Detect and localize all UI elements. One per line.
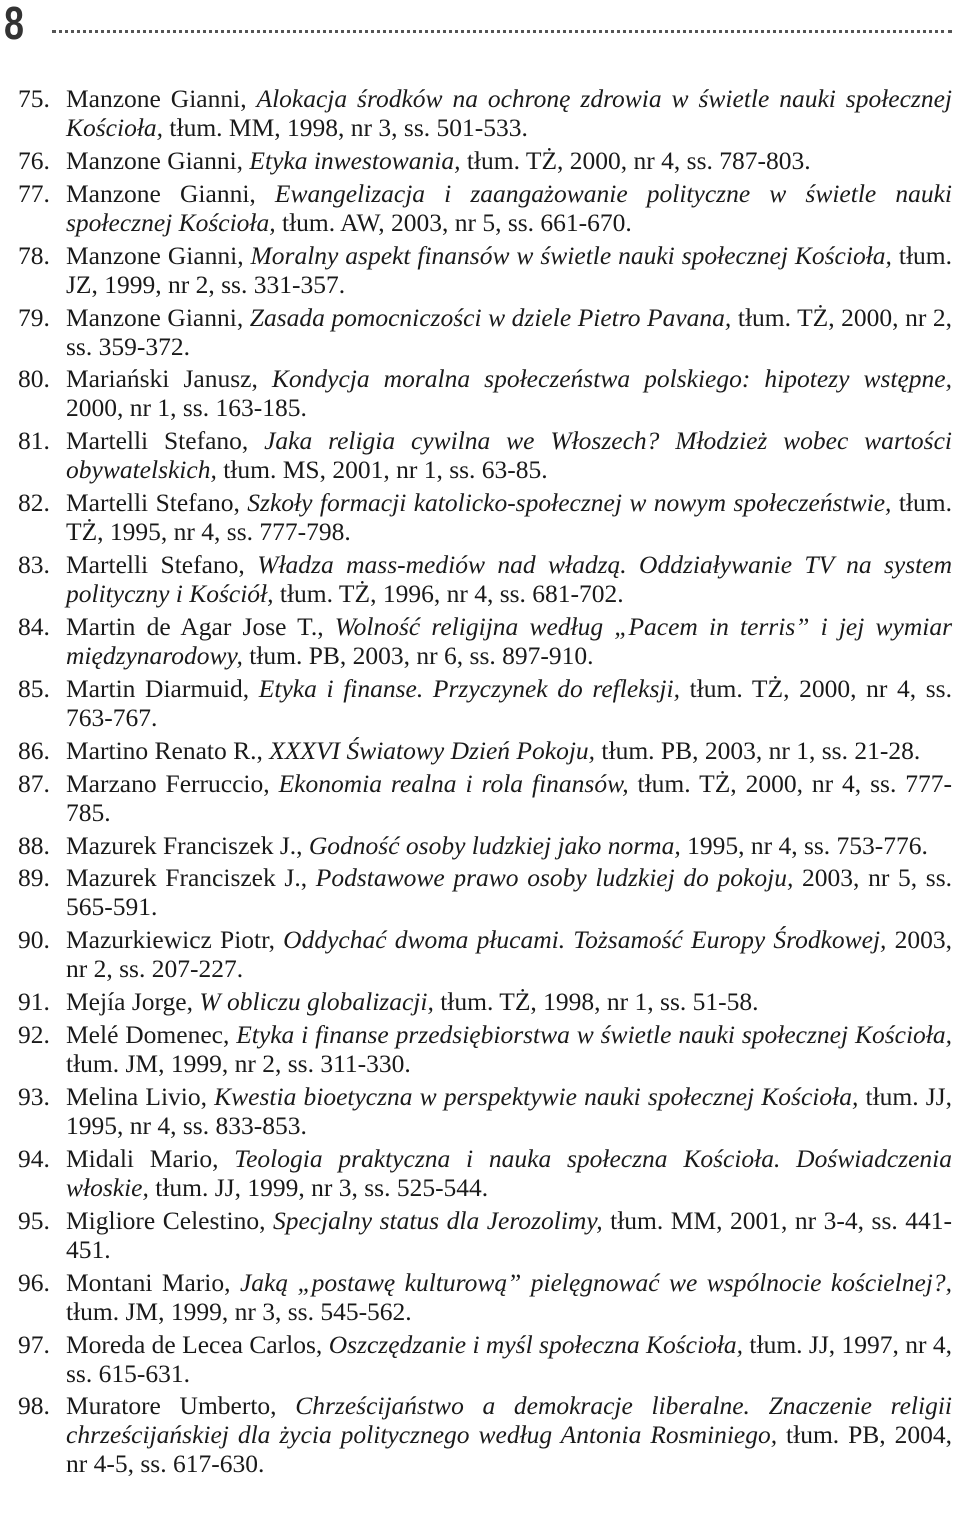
bibliography-entry: [0, 674, 960, 732]
entry-number: 94.: [18, 1143, 50, 1173]
entry-title: Etyka i finanse przedsiębiorstwa w świetle nauki społecznej Kościoła,: [236, 1020, 952, 1050]
bibliography-entry: [0, 1082, 960, 1140]
entry-details: tłum. JM, 1999, nr 3, ss. 545-562.: [66, 1296, 412, 1326]
entry-details: tłum. TŻ, 2000, nr 2, ss. 359-372.: [66, 302, 952, 361]
entry-author: Manzone Gianni,: [66, 84, 257, 113]
bibliography-entry: [0, 1144, 960, 1202]
entry-details: tłum. TŻ, 2000, nr 4, ss. 787-803.: [460, 145, 811, 175]
bibliography-entry: [0, 146, 960, 175]
entry-title: Godność osoby ludzkiej jako norma,: [308, 830, 681, 860]
entry-details: tłum. TŻ, 1998, nr 1, ss. 51-58.: [433, 987, 759, 1017]
entry-author: Mazurkiewicz Piotr,: [66, 925, 284, 955]
entry-details: tłum. JJ, 1995, nr 4, ss. 833-853.: [66, 1082, 952, 1141]
entry-number: 96.: [18, 1267, 50, 1297]
entry-author: Martelli Stefano,: [66, 488, 248, 518]
bibliography-entry: [0, 426, 960, 484]
dotted-leader: [52, 26, 952, 33]
page-number: 8: [4, 0, 24, 49]
bibliography-entry: [0, 987, 960, 1016]
entry-author: Manzone Gianni,: [66, 302, 250, 332]
entry-details: tłum. JZ, 1999, nr 2, ss. 331-357.: [66, 240, 952, 299]
entry-details: tłum. PB, 2004, nr 4-5, ss. 617-630.: [66, 1420, 952, 1479]
entry-details: tłum. PB, 2003, nr 6, ss. 897-910.: [242, 641, 594, 671]
entry-author: Montani Mario,: [66, 1267, 240, 1297]
bibliography-entry: [0, 1391, 960, 1478]
entry-details: 1995, nr 4, ss. 753-776.: [680, 830, 928, 860]
entry-number: 80.: [18, 364, 50, 394]
entry-number: 79.: [18, 302, 50, 332]
entry-number: 89.: [18, 863, 50, 893]
bibliography-entry: [0, 1330, 960, 1388]
entry-details: tłum. TŻ, 2000, nr 4, ss. 777-785.: [66, 768, 953, 827]
entry-title: XXXVI Światowy Dzień Pokoju,: [269, 735, 596, 765]
bibliography-entry: [0, 1020, 960, 1078]
entry-title: Jaką „postawę kulturową” pielęgnować we wspólnocie kościelnej?,: [239, 1267, 952, 1297]
entry-author: Manzone Gianni,: [66, 178, 275, 208]
entry-details: tłum. MM, 1998, nr 3, ss. 501-533.: [163, 113, 528, 142]
entry-author: Mejía Jorge,: [66, 987, 200, 1017]
entry-title: Wolność religijna według „Pacem in terris” i jej wymiar międzynarodowy,: [66, 612, 952, 671]
entry-title: Kondycja moralna społeczeństwa polskiego: hipotezy wstępne,: [271, 364, 952, 394]
entry-details: tłum. MS, 2001, nr 1, ss. 63-85.: [216, 455, 548, 485]
entry-details: tłum. JJ, 1999, nr 3, ss. 525-544.: [148, 1172, 489, 1202]
entry-details: tłum. PB, 2003, nr 1, ss. 21-28.: [595, 735, 921, 765]
bibliography-entry: [0, 1268, 960, 1326]
entry-details: 2000, nr 1, ss. 163-185.: [66, 393, 307, 423]
entry-author: Migliore Celestino,: [66, 1205, 273, 1235]
entry-title: W obliczu globalizacji,: [199, 987, 434, 1017]
entry-author: Melina Livio,: [66, 1082, 215, 1112]
entry-number: 81.: [18, 426, 50, 456]
entry-author: Martelli Stefano,: [66, 426, 265, 456]
entry-number: 76.: [18, 145, 50, 175]
bibliography-entry: [0, 863, 960, 921]
entry-title: Chrześcijaństwo a demokracje liberalne. Znaczenie religii chrześcijańskiej dla życia politycznego według Antonia Rosminiego,: [66, 1391, 953, 1450]
bibliography-entry: [0, 550, 960, 608]
bibliography-entry: [0, 1206, 960, 1264]
entry-details: 2003, nr 2, ss. 207-227.: [66, 925, 952, 984]
bibliography-entry: [0, 831, 960, 860]
entry-author: Martelli Stefano,: [66, 550, 258, 580]
entry-details: tłum. MM, 2001, nr 3-4, ss. 441-451.: [66, 1205, 952, 1264]
entry-author: Midali Mario,: [66, 1143, 235, 1173]
entry-title: Moralny aspekt finansów w świetle nauki społecznej Kościoła,: [250, 240, 892, 270]
bibliography-entry: [0, 303, 960, 361]
bibliography-list: [0, 84, 960, 1482]
entry-title: Specjalny status dla Jerozolimy,: [272, 1205, 603, 1235]
entry-number: 87.: [18, 768, 50, 798]
entry-author: Manzone Gianni,: [66, 145, 250, 175]
entry-author: Manzone Gianni,: [66, 240, 251, 270]
entry-number: 98.: [18, 1391, 50, 1421]
entry-title: Szkoły formacji katolicko-społecznej w nowym społeczeństwie,: [247, 488, 892, 518]
bibliography-entry: [0, 241, 960, 299]
bibliography-entry: [0, 488, 960, 546]
bibliography-entry: [0, 179, 960, 237]
entry-details: tłum. JJ, 1997, nr 4, ss. 615-631.: [66, 1329, 953, 1388]
entry-title: Oszczędzanie i myśl społeczna Kościoła,: [328, 1329, 744, 1359]
entry-title: Zasada pomocniczości w dziele Pietro Pavana,: [249, 302, 732, 332]
bibliography-entry: [0, 364, 960, 422]
bibliography-entry: [0, 925, 960, 983]
bibliography-entry: [0, 736, 960, 765]
entry-number: 84.: [18, 612, 50, 642]
entry-author: Mariański Janusz,: [66, 364, 272, 394]
entry-title: Teologia praktyczna i nauka społeczna Kościoła. Doświadczenia włoskie,: [66, 1143, 952, 1202]
entry-title: Etyka i finanse. Przyczynek do refleksji,: [258, 673, 680, 703]
entry-title: Podstawowe prawo osoby ludzkiej do pokoju,: [315, 863, 794, 893]
entry-details: tłum. TŻ, 1995, nr 4, ss. 777-798.: [66, 488, 952, 547]
entry-number: 86.: [18, 735, 50, 765]
entry-title: Ekonomia realna i rola finansów,: [278, 768, 629, 798]
entry-number: 75.: [18, 84, 50, 113]
entry-details: 2003, nr 5, ss. 565-591.: [66, 863, 953, 922]
entry-author: Mazurek Franciszek J.,: [66, 830, 309, 860]
entry-number: 97.: [18, 1329, 50, 1359]
entry-author: Martin Diarmuid,: [66, 673, 259, 703]
bibliography-entry: [0, 84, 960, 142]
entry-details: tłum. TŻ, 2000, nr 4, ss. 763-767.: [66, 673, 952, 732]
entry-number: 82.: [18, 488, 50, 518]
entry-details: tłum. JM, 1999, nr 2, ss. 311-330.: [66, 1049, 411, 1079]
entry-number: 83.: [18, 550, 50, 580]
page-header: [0, 0, 960, 60]
entry-title: Ewangelizacja i zaangażowanie polityczne w świetle nauki społecznej Kościoła,: [66, 178, 953, 237]
bibliography-entry: [0, 612, 960, 670]
entry-title: Kwestia bioetyczna w perspektywie nauki społecznej Kościoła,: [214, 1082, 859, 1112]
entry-author: Moreda de Lecea Carlos,: [66, 1329, 329, 1359]
entry-author: Marzano Ferruccio,: [66, 768, 279, 798]
entry-author: Martino Renato R.,: [66, 735, 270, 765]
bibliography-entry: [0, 769, 960, 827]
entry-title: Władza mass-mediów nad władzą. Oddziaływanie TV na system polityczny i Kościół,: [66, 550, 952, 609]
entry-number: 91.: [18, 987, 50, 1017]
entry-title: Oddychać dwoma płucami. Tożsamość Europy Środkowej,: [283, 925, 887, 955]
entry-author: Melé Domenec,: [66, 1020, 237, 1050]
entry-number: 92.: [18, 1020, 50, 1050]
entry-number: 77.: [18, 178, 50, 208]
entry-title: Etyka inwestowania,: [249, 145, 461, 175]
entry-details: tłum. TŻ, 1996, nr 4, ss. 681-702.: [273, 579, 624, 609]
entry-details: tłum. AW, 2003, nr 5, ss. 661-670.: [275, 207, 632, 237]
entry-author: Mazurek Franciszek J.,: [66, 863, 316, 893]
entry-author: Martin de Agar Jose T.,: [66, 612, 335, 642]
entry-number: 78.: [18, 240, 50, 270]
entry-number: 85.: [18, 673, 50, 703]
entry-number: 90.: [18, 925, 50, 955]
entry-title: Jaka religia cywilna we Włoszech? Młodzież wobec wartości obywatelskich,: [66, 426, 952, 485]
entry-number: 93.: [18, 1082, 50, 1112]
entry-author: Muratore Umberto,: [66, 1391, 296, 1421]
entry-title: Alokacja środków na ochronę zdrowia w świetle nauki społecznej Kościoła,: [66, 84, 953, 142]
entry-number: 88.: [18, 830, 50, 860]
entry-number: 95.: [18, 1205, 50, 1235]
